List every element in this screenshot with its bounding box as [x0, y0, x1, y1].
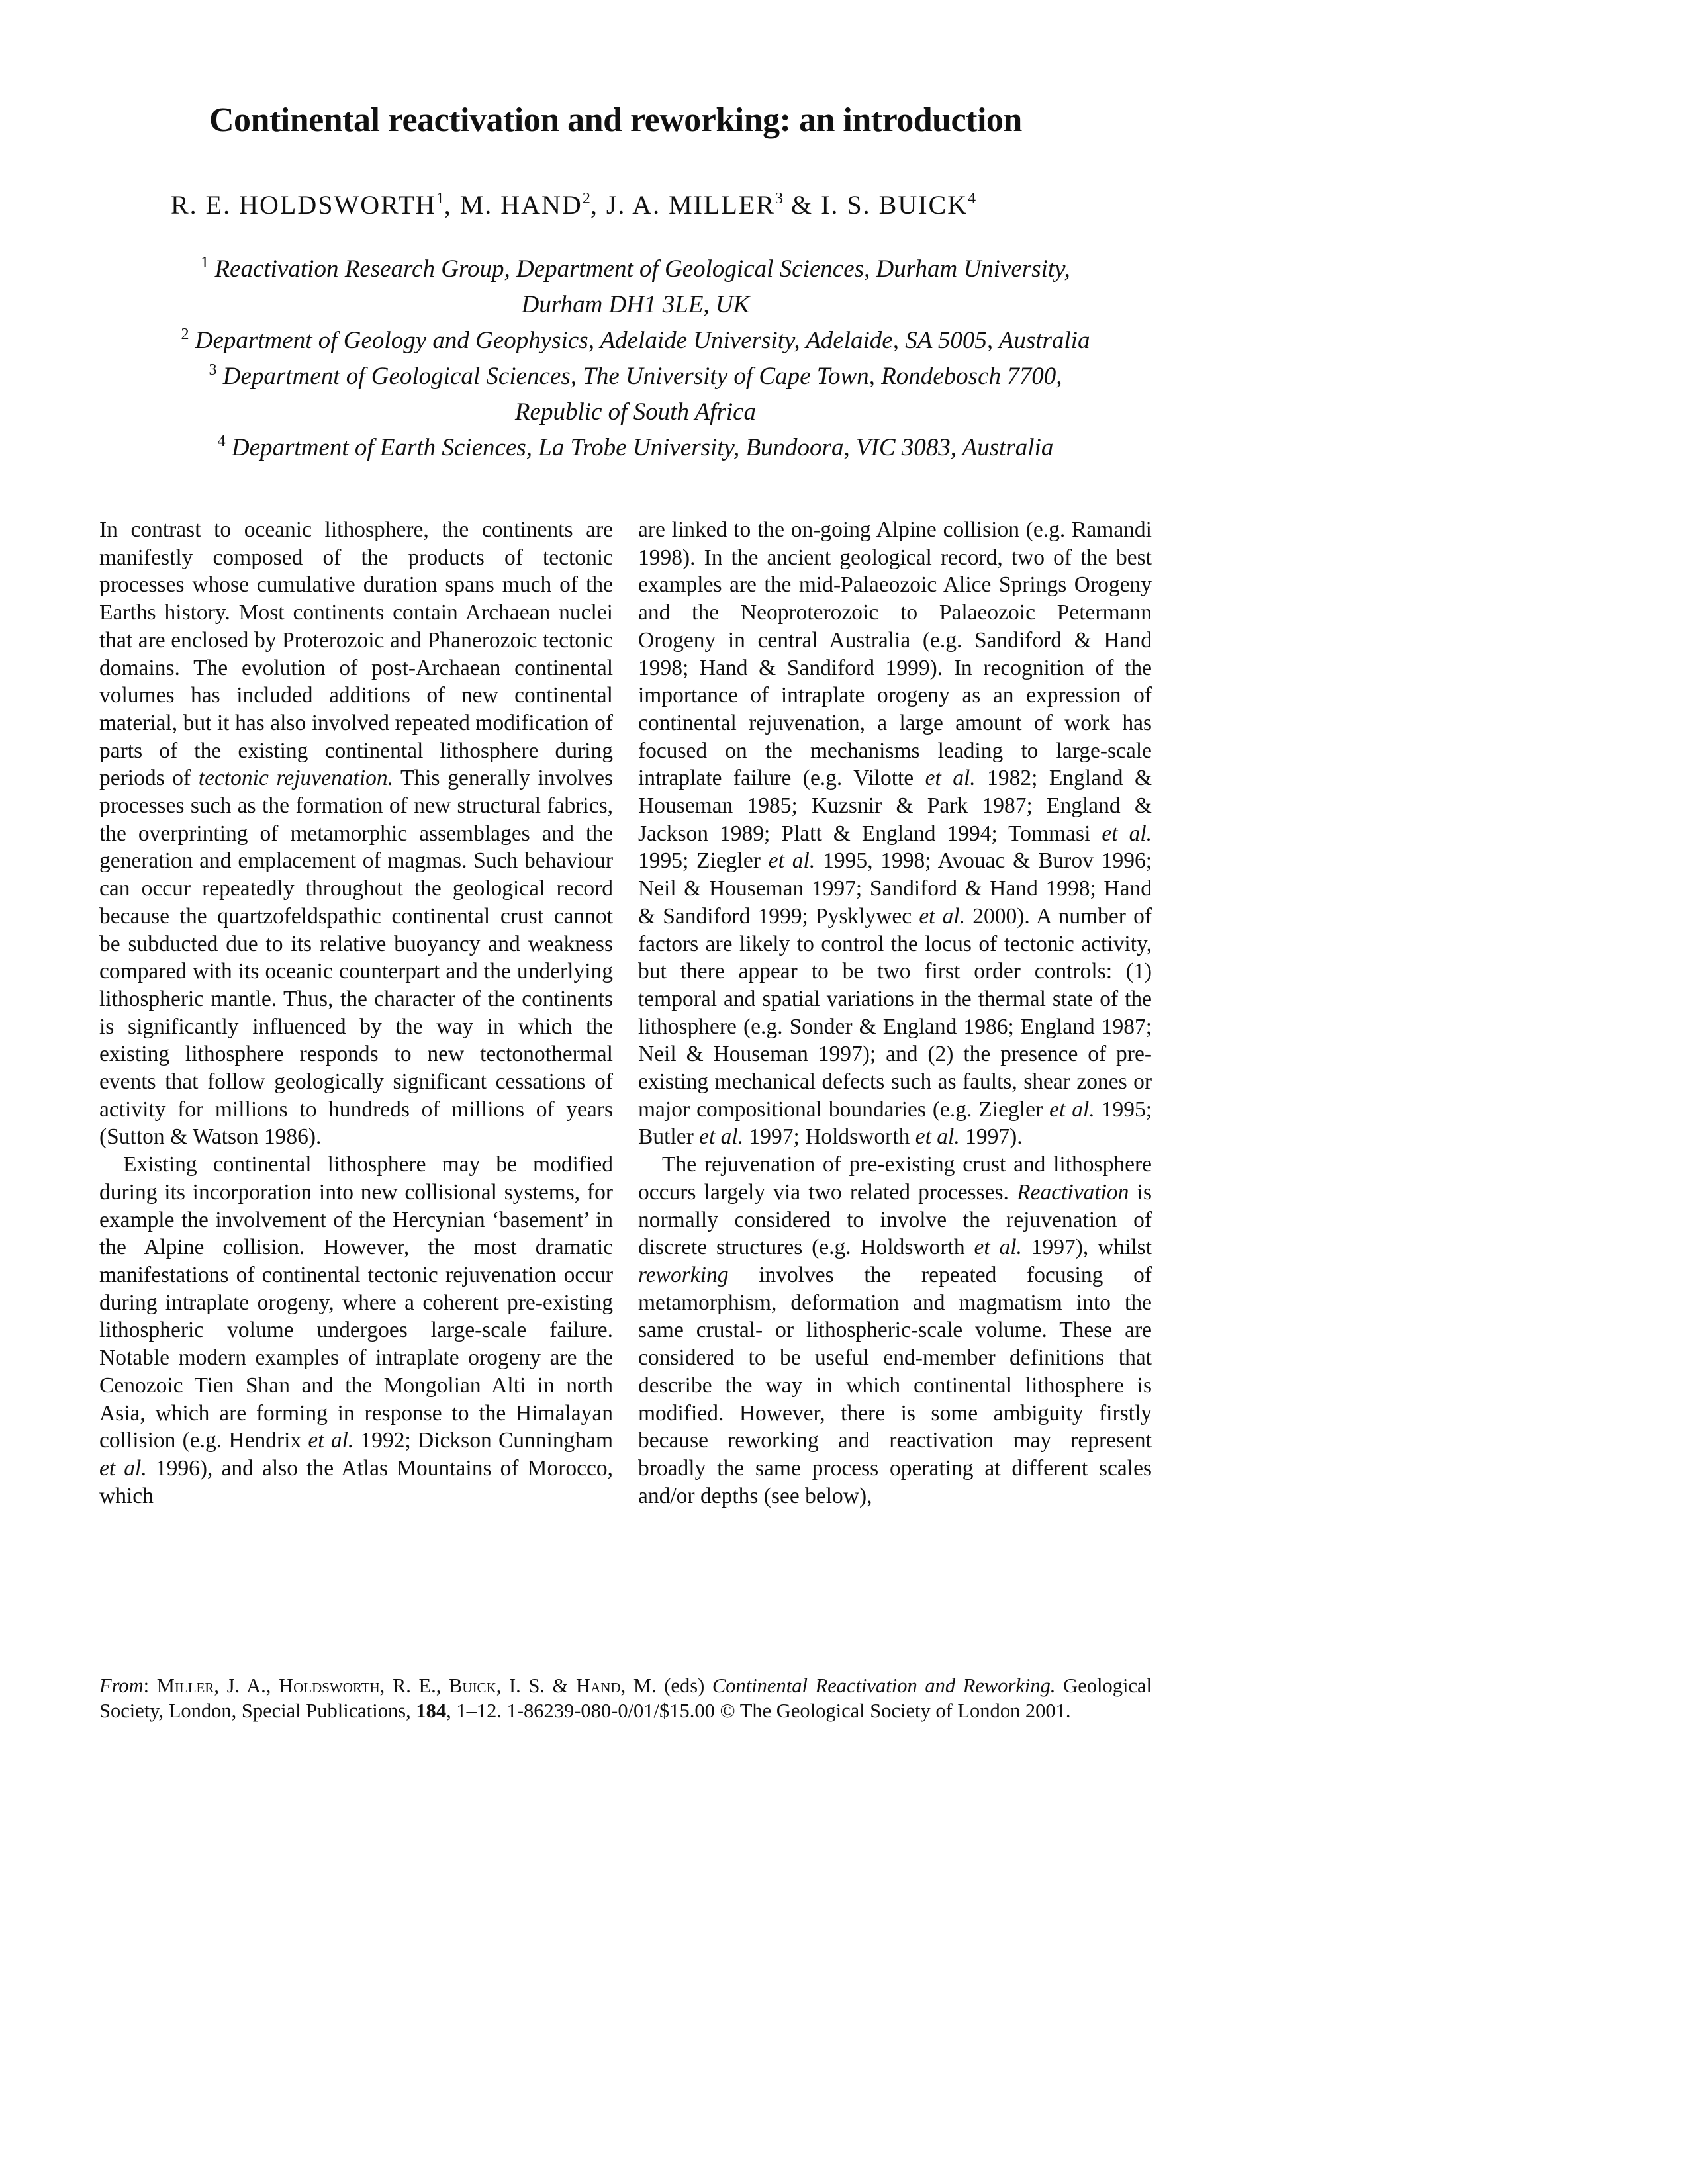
italic-text-run: Reactivation: [1017, 1179, 1129, 1205]
affiliation: [99, 323, 1172, 359]
affiliation: [99, 430, 1172, 466]
affiliation-mark: 3: [209, 361, 217, 379]
paper-title: Continental reactivation and reworking: an introduction: [209, 101, 1022, 139]
affiliation-mark: 3: [774, 190, 783, 207]
author-list: [171, 189, 976, 220]
affiliation-mark: 4: [968, 190, 976, 207]
affiliation-line: Reactivation Research Group, Department of Geological Sciences, Durham University,: [214, 255, 1070, 283]
text-run: 1995; Butler: [638, 1097, 1152, 1150]
italic-text-run: et al.: [919, 903, 966, 929]
text-run: This generally involves processes such as the formation of new structural fabrics, the overprinting of metamorphic assemblages and the generation and emplacement of magmas. Such behaviour can occur repeatedly throughout the geological record because the quartzofeldspathic continental crust cannot be subducted due to its relative buoyancy and weakness compared with its oceanic counterpart and the underlying lithospheric mantle. Thus, the character of the continents is significantly influenced by the way in which the existing lithosphere responds to new tectonothermal events that follow geologically significant cessations of activity for millions to hundreds of millions of years (Sutton & Watson 1986).: [99, 766, 613, 1150]
text-run: 1995; Ziegler: [638, 848, 769, 874]
affiliation-line: Durham DH1 3LE, UK: [521, 291, 750, 318]
author-name: R. E. HOLDSWORTH: [171, 190, 436, 220]
italic-text-run: et al.: [1102, 821, 1152, 846]
text-run: 1982; England & Houseman 1985; Kuzsnir & Park 1987; England & Jackson 1989; Platt & England 1994; Tommasi: [638, 766, 1152, 846]
italic-text-run: tectonic rejuvenation.: [198, 766, 393, 791]
italic-text-run: et al.: [974, 1235, 1022, 1260]
affiliation: [99, 251, 1172, 323]
text-run: Geological Society, London, Special Publications,: [99, 1674, 1152, 1722]
text-run: 1997), whilst: [1021, 1235, 1152, 1260]
affiliation-line: Republic of South Africa: [514, 398, 757, 426]
author-name: J. A. MILLER: [606, 190, 775, 220]
text-run: are linked to the on-going Alpine collision (e.g. Ramandi 1998). In the ancient geological record, two of the best examples are the mid-Palaeozoic Alice Springs Orogeny and the Neoproterozoic to Palaeozoic Petermann Orogeny in central Australia (e.g. Sandiford & Hand 1998; Hand & Sandiford 1999). In recognition of the importance of intraplate orogeny as an expression of continental rejuvenation, a large amount of work has focused on the mechanisms leading to large-scale intraplate failure (e.g. Vilotte: [638, 518, 1152, 791]
text-run: Existing continental lithosphere may be modified during its incorporation into new collisional systems, for example the involvement of the Hercynian ‘basement’ in the Alpine collision. However, the most dramatic manifestations of continental tectonic rejuvenation occur during intraplate orogeny, where a coherent pre-existing lithospheric volume undergoes large-scale failure. Notable modern examples of intraplate orogeny are the Cenozoic Tien Shan and the Mongolian Alti in north Asia, which are forming in response to the Himalayan collision (e.g. Hendrix: [99, 1152, 613, 1453]
affiliation-mark: 1: [436, 190, 444, 207]
body-column-left: [99, 516, 613, 1641]
affiliation-line: Department of Geology and Geophysics, Adelaide University, Adelaide, SA 5005, Australia: [195, 327, 1090, 354]
body-paragraph: [638, 1151, 1152, 1510]
body-paragraph: [99, 516, 613, 1151]
italic-text-run: et al.: [915, 1124, 960, 1150]
text-run: , 1–12. 1-86239-080-0/01/$15.00 © The Geological Society of London 2001.: [446, 1700, 1071, 1722]
text-run: 2000). A number of factors are likely to control the locus of tectonic activity, but there appear to be two first order controls: (1) temporal and spatial variations in the thermal state of the lithosphere (e.g. Sonder & England 1986; England 1987; Neil & Houseman 1997); and (2) the presence of pre-existing mechanical defects such as faults, shear zones or major compositional boundaries (e.g. Ziegler: [638, 903, 1152, 1122]
text-run: involves the repeated focusing of metamorphism, deformation and magmatism into the same crustal- or lithospheric-scale volume. These are considered to be useful end-member definitions that describe the way in which continental lithosphere is modified. However, there is some ambiguity firstly because reworking and reactivation may represent broadly the same process operating at different scales and/or depths (see below),: [638, 1262, 1152, 1508]
author-separator: ,: [444, 190, 460, 220]
text-run: 1996), and also the Atlas Mountains of Morocco, which: [99, 1455, 613, 1508]
author-name: M. HAND: [459, 190, 583, 220]
italic-text-run: reworking: [638, 1262, 729, 1287]
text-run: Miller, J. A., Holdsworth, R. E., Buick, I. S. & Hand, M.: [156, 1674, 657, 1697]
body-paragraph: [99, 1151, 613, 1510]
italic-text-run: et al.: [925, 766, 976, 791]
text-run: The rejuvenation of pre-existing crust and lithosphere occurs largely via two related processes.: [638, 1152, 1152, 1205]
italic-text-run: et al.: [699, 1124, 744, 1150]
bold-text-run: 184: [416, 1700, 447, 1722]
author-separator: &: [782, 190, 821, 220]
italic-text-run: et al.: [308, 1428, 354, 1453]
affiliations: [99, 251, 1172, 466]
text-run: :: [143, 1674, 157, 1697]
body-column-right: [638, 516, 1152, 1641]
body-paragraph: [638, 516, 1152, 1151]
text-run: 1997; Holdsworth: [743, 1124, 915, 1150]
italic-text-run: Continental Reactivation and Reworking.: [712, 1674, 1056, 1697]
italic-text-run: From: [99, 1674, 144, 1697]
affiliation-mark: 2: [181, 326, 189, 343]
text-run: 1995, 1998; Avouac & Burov 1996; Neil & Houseman 1997; Sandiford & Hand 1998; Hand & Sandiford 1999; Pysklywec: [638, 848, 1152, 929]
affiliation-line: Department of Geological Sciences, The University of Cape Town, Rondebosch 7700,: [222, 363, 1062, 390]
citation-footnote: [99, 1673, 1152, 1723]
author-name: I. S. BUICK: [821, 190, 968, 220]
affiliation-mark: 1: [201, 254, 209, 271]
text-run: 1992; Dickson Cunningham: [353, 1428, 614, 1453]
affiliation-mark: 2: [582, 190, 590, 207]
italic-text-run: et al.: [1049, 1097, 1095, 1122]
italic-text-run: et al.: [768, 848, 816, 874]
text-run: (eds): [656, 1674, 712, 1697]
author-separator: ,: [590, 190, 606, 220]
text-run: is normally considered to involve the rejuvenation of discrete structures (e.g. Holdsworth: [638, 1179, 1152, 1260]
affiliation-mark: 4: [217, 433, 226, 450]
text-run: 1997).: [959, 1124, 1023, 1150]
text-run: In contrast to oceanic lithosphere, the continents are manifestly composed of the products of tectonic processes whose cumulative duration spans much of the Earths history. Most continents contain Archaean nuclei that are enclosed by Proterozoic and Phanerozoic tectonic domains. The evolution of post-Archaean continental volumes has included additions of new continental material, but it has also involved repeated modification of parts of the existing continental lithosphere during periods of: [99, 518, 613, 791]
italic-text-run: et al.: [99, 1455, 147, 1480]
affiliation-line: Department of Earth Sciences, La Trobe University, Bundoora, VIC 3083, Australia: [231, 434, 1054, 461]
affiliation: [99, 359, 1172, 430]
